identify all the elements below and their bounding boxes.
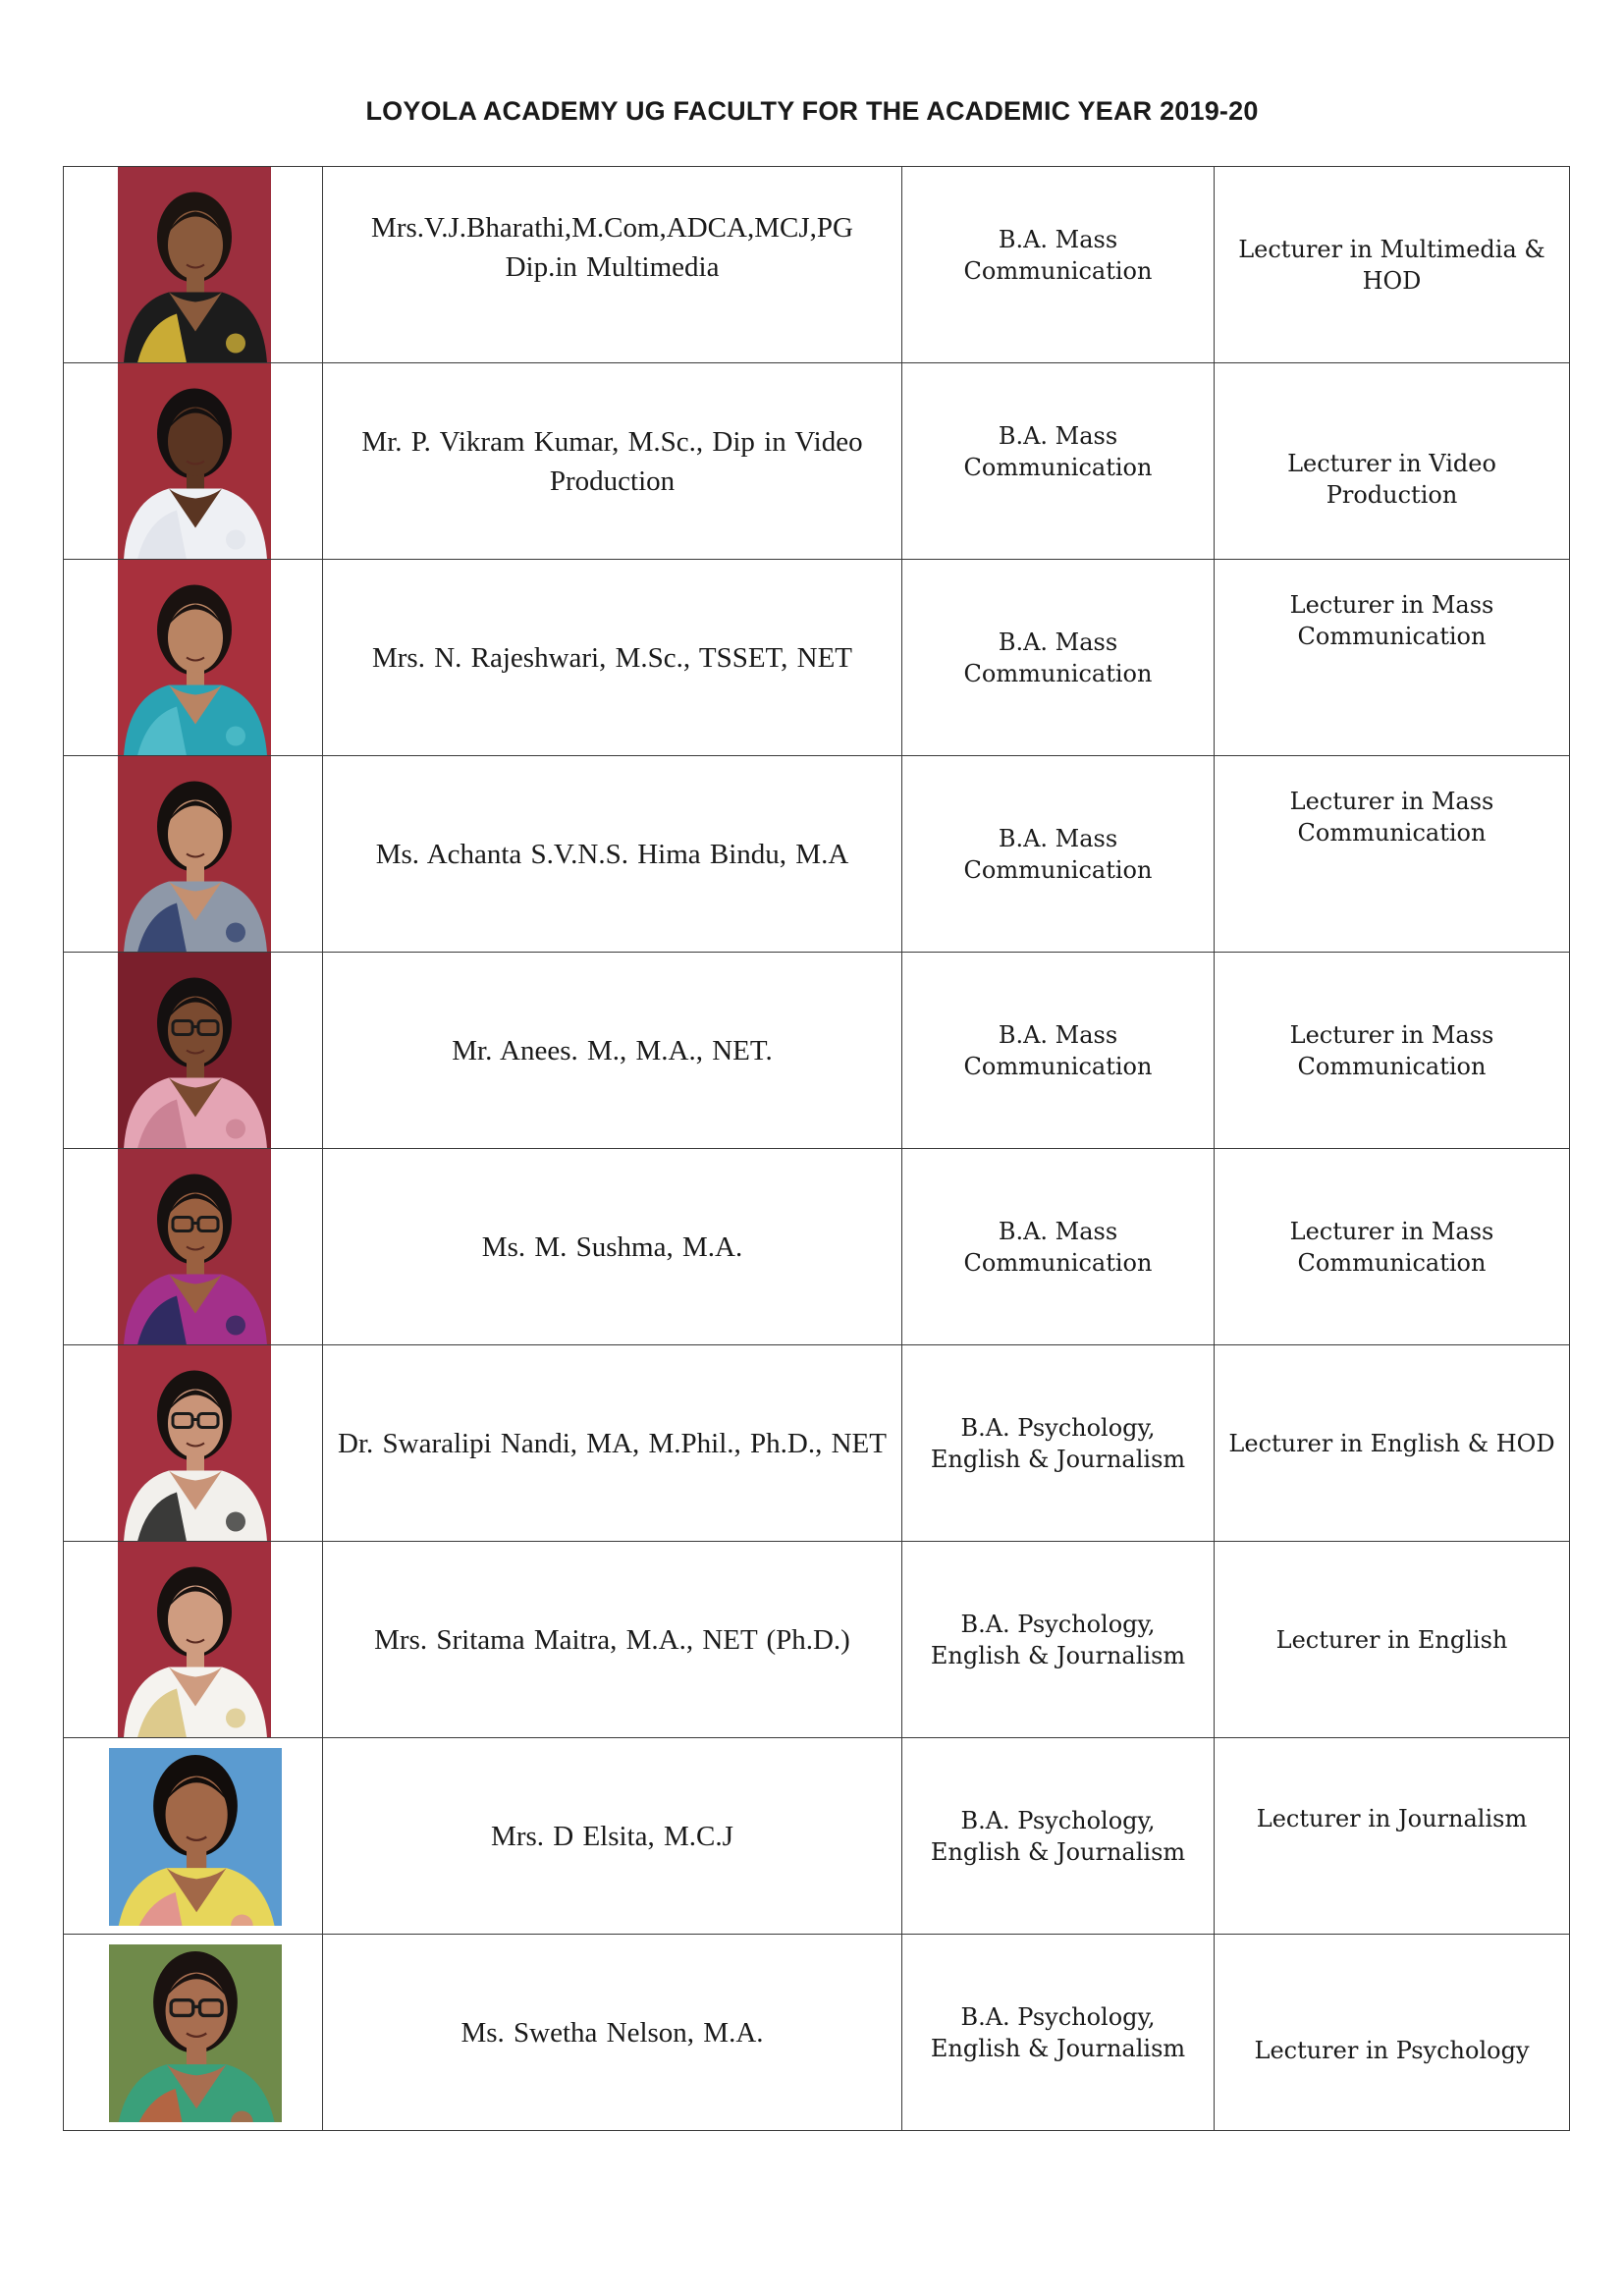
photo-cell <box>64 756 323 953</box>
faculty-programme: B.A. Psychology, English & Journalism <box>930 1806 1186 1866</box>
photo-cell <box>64 167 323 363</box>
name-cell <box>323 167 902 363</box>
faculty-name: Ms. Achanta S.V.N.S. Hima Bindu, M.A <box>375 838 849 870</box>
name-cell <box>323 1149 902 1345</box>
faculty-designation: Lecturer in Multimedia & HOD <box>1238 235 1545 295</box>
name-cell <box>323 1738 902 1935</box>
faculty-designation: Lecturer in English <box>1275 1625 1508 1654</box>
photo-cell <box>64 1738 323 1935</box>
faculty-name: Mr. P. Vikram Kumar, M.Sc., Dip in Video Production <box>361 425 863 497</box>
faculty-programme: B.A. Psychology, English & Journalism <box>930 1413 1186 1473</box>
programme-cell <box>902 167 1215 363</box>
faculty-programme: B.A. Mass Communication <box>963 824 1153 884</box>
programme-cell <box>902 363 1215 560</box>
page-title: LOYOLA ACADEMY UG FACULTY FOR THE ACADEMIC YEAR 2019-20 <box>365 96 1259 126</box>
faculty-photo <box>118 953 271 1148</box>
faculty-programme: B.A. Mass Communication <box>963 1020 1153 1080</box>
faculty-programme: B.A. Mass Communication <box>963 421 1153 481</box>
faculty-photo <box>118 1542 271 1737</box>
table-row <box>64 167 1570 363</box>
designation-cell <box>1215 1345 1570 1542</box>
table-row <box>64 1542 1570 1738</box>
programme-cell <box>902 1738 1215 1935</box>
programme-cell <box>902 953 1215 1149</box>
name-cell <box>323 1542 902 1738</box>
name-cell <box>323 1345 902 1542</box>
table-row <box>64 1935 1570 2131</box>
faculty-programme: B.A. Mass Communication <box>963 225 1153 285</box>
faculty-name: Ms. M. Sushma, M.A. <box>481 1230 743 1263</box>
photo-cell <box>64 1542 323 1738</box>
faculty-designation: Lecturer in Mass Communication <box>1289 590 1494 650</box>
faculty-name: Mrs. Sritama Maitra, M.A., NET (Ph.D.) <box>374 1623 850 1656</box>
table-row <box>64 363 1570 560</box>
designation-cell <box>1215 560 1570 756</box>
faculty-programme: B.A. Psychology, English & Journalism <box>930 2002 1186 2062</box>
programme-cell <box>902 1935 1215 2131</box>
photo-cell <box>64 1935 323 2131</box>
faculty-name: Ms. Swetha Nelson, M.A. <box>460 2016 764 2049</box>
name-cell <box>323 1935 902 2131</box>
faculty-designation: Lecturer in English & HOD <box>1228 1429 1555 1457</box>
faculty-programme: B.A. Mass Communication <box>963 1217 1153 1277</box>
faculty-photo <box>109 1944 282 2122</box>
faculty-photo <box>118 1149 271 1344</box>
faculty-name: Dr. Swaralipi Nandi, MA, M.Phil., Ph.D., NET <box>338 1427 887 1459</box>
faculty-designation: Lecturer in Psychology <box>1254 2036 1530 2064</box>
photo-cell <box>64 560 323 756</box>
faculty-name: Mrs.V.J.Bharathi,M.Com,ADCA,MCJ,PG Dip.in Multimedia <box>371 211 853 283</box>
name-cell <box>323 953 902 1149</box>
table-row <box>64 1345 1570 1542</box>
faculty-photo <box>118 560 271 755</box>
designation-cell <box>1215 1149 1570 1345</box>
designation-cell <box>1215 953 1570 1149</box>
faculty-photo <box>118 1345 271 1541</box>
faculty-table <box>63 166 1570 2131</box>
table-row <box>64 953 1570 1149</box>
faculty-name: Mrs. D Elsita, M.C.J <box>491 1820 733 1852</box>
faculty-designation: Lecturer in Mass Communication <box>1289 1217 1494 1277</box>
programme-cell <box>902 1149 1215 1345</box>
table-row <box>64 1149 1570 1345</box>
designation-cell <box>1215 1542 1570 1738</box>
faculty-name: Mrs. N. Rajeshwari, M.Sc., TSSET, NET <box>371 641 852 674</box>
table-row <box>64 560 1570 756</box>
programme-cell <box>902 560 1215 756</box>
photo-cell <box>64 1149 323 1345</box>
faculty-designation: Lecturer in Video Production <box>1287 449 1496 509</box>
name-cell <box>323 363 902 560</box>
designation-cell <box>1215 1935 1570 2131</box>
designation-cell <box>1215 756 1570 953</box>
name-cell <box>323 560 902 756</box>
designation-cell <box>1215 363 1570 560</box>
faculty-photo <box>109 1748 282 1926</box>
designation-cell <box>1215 1738 1570 1935</box>
table-row <box>64 1738 1570 1935</box>
programme-cell <box>902 756 1215 953</box>
name-cell <box>323 756 902 953</box>
faculty-photo <box>118 756 271 952</box>
faculty-designation: Lecturer in Mass Communication <box>1289 1020 1494 1080</box>
table-row <box>64 756 1570 953</box>
faculty-designation: Lecturer in Mass Communication <box>1289 787 1494 847</box>
programme-cell <box>902 1345 1215 1542</box>
photo-cell <box>64 953 323 1149</box>
faculty-photo <box>118 363 271 559</box>
programme-cell <box>902 1542 1215 1738</box>
photo-cell <box>64 363 323 560</box>
faculty-programme: B.A. Mass Communication <box>963 628 1153 687</box>
designation-cell <box>1215 167 1570 363</box>
faculty-programme: B.A. Psychology, English & Journalism <box>930 1610 1186 1669</box>
faculty-photo <box>118 167 271 362</box>
faculty-name: Mr. Anees. M., M.A., NET. <box>452 1034 773 1066</box>
photo-cell <box>64 1345 323 1542</box>
faculty-designation: Lecturer in Journalism <box>1256 1804 1528 1832</box>
